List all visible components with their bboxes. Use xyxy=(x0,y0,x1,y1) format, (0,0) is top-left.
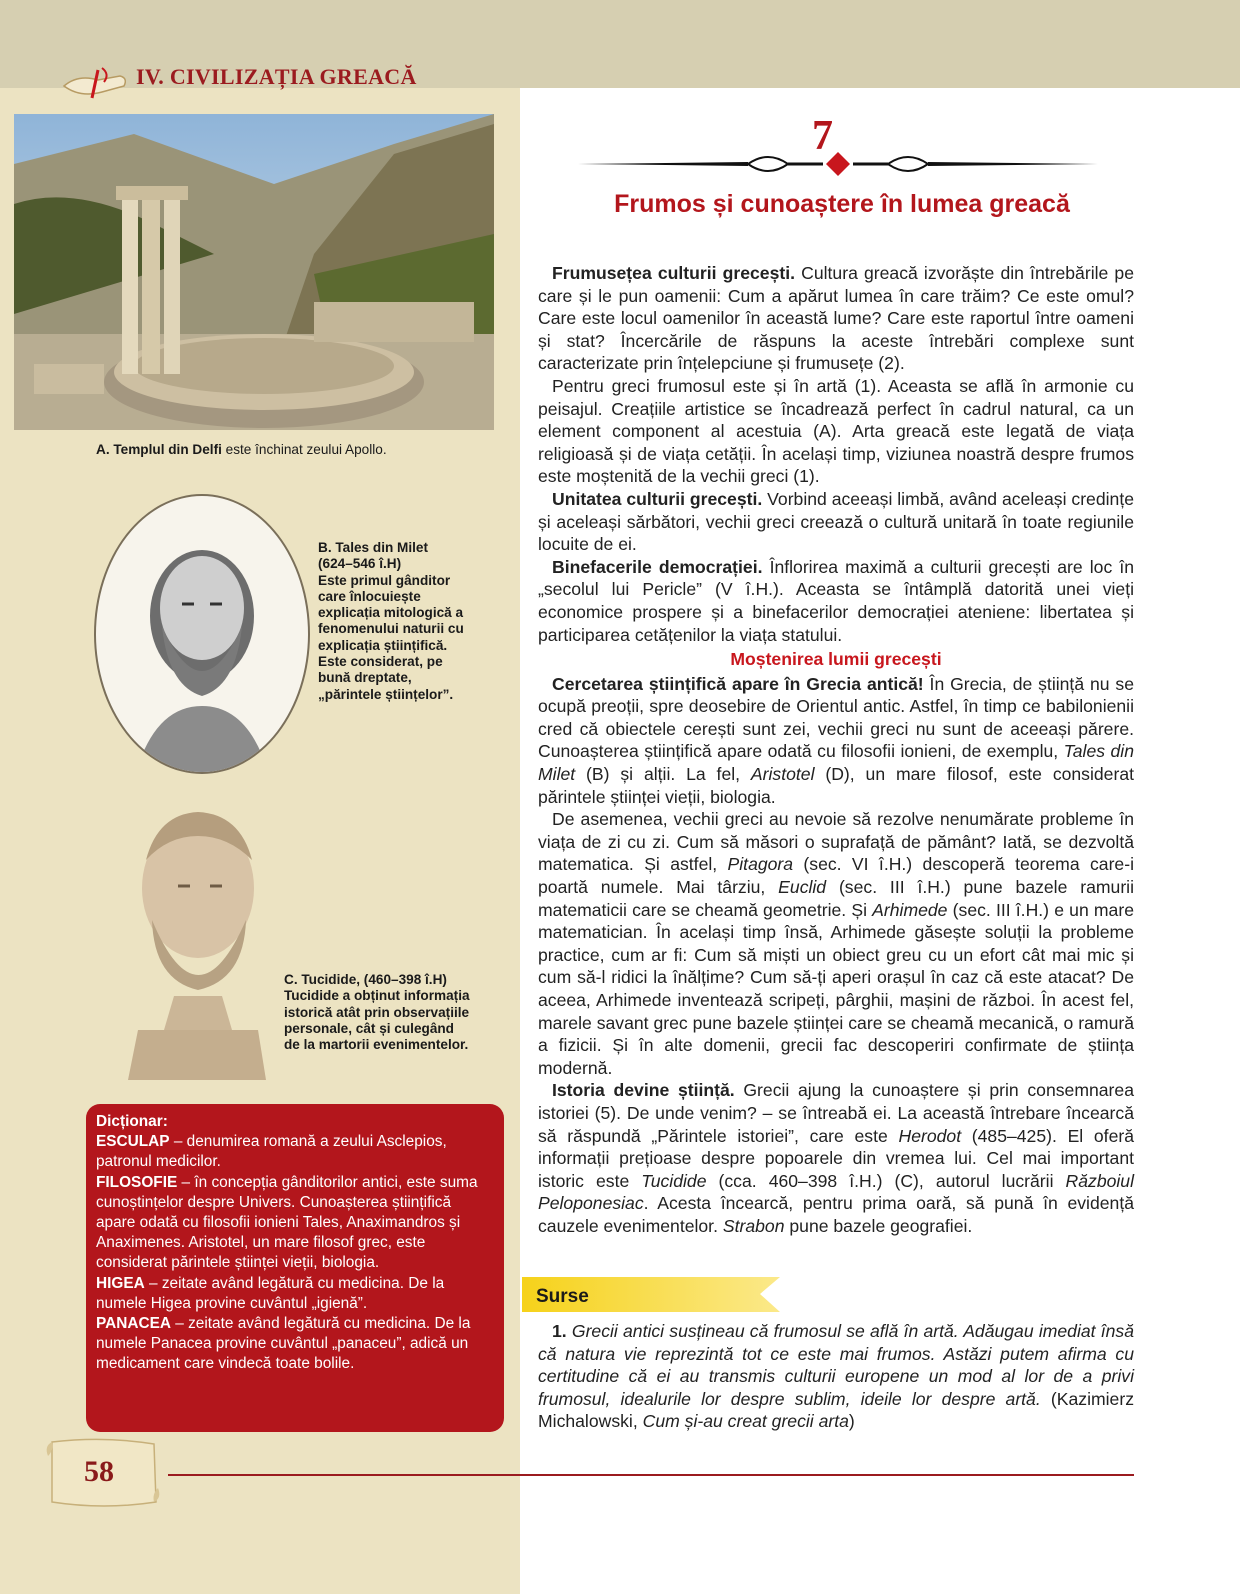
tucidide-bust-image xyxy=(118,800,274,1080)
source-citation: (Kazimierz Michalowski, xyxy=(538,1388,1134,1432)
footer-divider xyxy=(168,1474,1134,1476)
dictionary-definition: – în concepția gânditorilor antici, este suma cunoștințelor despre Univers. Cunoașterea științifică apare odată cu filosofii ionieni Tales, Anaximandros și Anaximenes. Aristotel, un mare filosof grec, este considerat părintele științei vieții, biologia. xyxy=(96,1173,478,1272)
italic-name: Herodot xyxy=(898,1125,962,1146)
chapter-number: 7 xyxy=(812,113,833,159)
paragraph-text: Vorbind aceeași limbă, având aceleași credințe și aceleași sărbători, vechii greci creează o cultură unitară în toate regiunile locuite de ei. xyxy=(538,488,1134,555)
paragraph-text: De asemenea, vechii greci au nevoie să rezolve nenumărate probleme în viața de zi cu zi. Cum să măsori o suprafață de pământ? Iată, se dezvoltă matematica. Și astfel, xyxy=(538,809,1134,875)
sources-quote xyxy=(538,1320,1134,1433)
italic-name: Războiul Peloponesiac xyxy=(538,1170,1134,1214)
thales-portrait xyxy=(94,494,310,774)
caption-c-line: personale, cât și culegând xyxy=(284,1020,454,1036)
dictionary-entry xyxy=(96,1314,494,1375)
section-subheading: Moștenirea lumii grecești xyxy=(730,649,942,670)
caption-b-line: explicația mitologică a xyxy=(318,605,464,621)
paragraph-text: (cca. 460–398 î.H.) (C), autorul lucrării xyxy=(706,1170,1066,1191)
caption-b-line: care înlocuiește xyxy=(318,588,421,604)
paragraph-lead: Cercetarea științifică apare în Grecia antică! xyxy=(552,673,924,694)
paragraph-lead: Frumusețea culturii grecești. xyxy=(552,263,796,283)
paragraph-text: (D), un mare filosof, este considerat părintele științei vieții, biologia. xyxy=(538,764,1134,807)
caption-a-text: este închinat zeului Apollo. xyxy=(221,442,387,457)
caption-b-line: fenomenului naturii cu xyxy=(318,621,464,637)
paragraph-text: Cultura greacă izvorăște din întrebările pe care și le pun oamenii: Cum a apărut lumea în care trăim? Ce este omul? Care este locul oamenilor în această lume? Care este raportul între oameni și stat? Încercările de răspuns la aceste întrebări complexe sunt caracterizate prin înțelepciune și frumusețe (2). xyxy=(538,263,1134,374)
thales-bust-image xyxy=(96,496,308,772)
dictionary-term: PANACEA xyxy=(96,1315,171,1333)
paragraph-text: (sec. III î.H.) e un mare matematician. În același timp însă, Arhimede găsește soluții la probleme practice, cum ar fi: Cum să miști un obiect greu cu un efort cât mai mic și cum să-l ridici la înălțime? Cum să-ți aperi orașul în caz că este atacat? De aceea, Arhimede inventează scripeți, pârghii, mașini de război. În acest fel, marele savant grec pune bazele științei care se cheamă mecanică, o ramură a fizicii. Și în alte domenii, grecii fac descoperiri confirmate de știința modernă. xyxy=(538,899,1134,1078)
paragraph xyxy=(538,262,1134,375)
caption-b xyxy=(318,540,508,703)
paragraph-lead: Unitatea culturii grecești. xyxy=(552,488,763,509)
italic-name: Tales din Milet xyxy=(538,741,1135,785)
italic-name: Aristotel xyxy=(750,764,815,785)
dictionary-definition: – denumirea romană a zeului Asclepios, patronul medicilor. xyxy=(96,1133,447,1171)
dictionary-term: HIGEA xyxy=(96,1274,145,1292)
caption-b-line: (624–546 î.H) xyxy=(318,556,402,572)
delphi-temple-photo xyxy=(14,114,494,430)
italic-name: Arhimede xyxy=(872,899,948,920)
caption-b-line: „părintele științelor”. xyxy=(318,686,454,702)
paragraph xyxy=(538,488,1134,556)
dictionary-definition: – zeitate având legătură cu medicina. De la numele Higea provine cuvântul „igienă”. xyxy=(96,1274,445,1312)
paragraph-text: (sec. VI î.H.) descoperă teorema care-i poartă numele. Mai târziu, xyxy=(538,854,1134,898)
paragraph-text: (sec. III î.H.) pune bazele ramurii matematicii care se cheamă geometrie. Și xyxy=(538,877,1134,920)
paragraph-text: Înflorirea maximă a culturii grecești are loc în „secolul lui Pericle” (V î.H.). Aceasta se întâmplă datorită unei vieți economice prospere și a binefacerilor democrației ateniene: libertatea și participarea cetățenilor la viața statului. xyxy=(538,556,1134,645)
paragraph xyxy=(538,808,1134,1079)
dictionary-definition: – zeitate având legătură cu medicina. De la numele Panacea provine cuvântul „panaceu”, adică un medicament care vindecă toate bolile. xyxy=(96,1315,471,1373)
italic-name: Tucidide xyxy=(641,1170,707,1191)
source-citation-end: ) xyxy=(848,1411,855,1432)
italic-name: Euclid xyxy=(778,877,827,898)
delphi-temple-image xyxy=(14,114,494,430)
paragraph-text: pune bazele geografiei. xyxy=(784,1215,973,1236)
caption-c-title: C. Tucidide, (460–398 î.H) xyxy=(284,972,447,987)
main-body-text xyxy=(538,262,1134,1238)
caption-c-line: istorică atât prin observațiile xyxy=(284,1004,470,1020)
paragraph-text: În Grecia, de știință nu se ocupă preoții, spre deosebire de Orientul antic. Astfel, în timp ce babilonienii cred că obiectele cerești sunt zei, vechii greci nu sunt de aceeași părere. Cunoașterea științifică apare odată cu filosofii ionieni, de exemplu, xyxy=(538,673,1135,762)
chapter-title: Frumos și cunoaștere în lumea greacă xyxy=(614,190,1070,218)
caption-a xyxy=(96,442,496,458)
sources-banner xyxy=(522,1277,780,1312)
paragraph xyxy=(538,673,1134,809)
caption-b-line: explicația științifică. xyxy=(318,637,448,653)
dictionary-entry xyxy=(96,1132,494,1172)
caption-b-line: Este primul gânditor xyxy=(318,572,451,588)
caption-c-line: Tucidide a obținut informația xyxy=(284,988,470,1004)
caption-c-line: de la martorii evenimentelor. xyxy=(284,1037,469,1053)
source-book-title: Cum și-au creat grecii arta xyxy=(642,1411,849,1432)
caption-b-line: B. Tales din Milet xyxy=(318,540,429,555)
italic-name: Pitagora xyxy=(727,854,794,875)
caption-b-line: bună dreptate, xyxy=(318,670,412,686)
paragraph-text: (B) și alții. La fel, xyxy=(575,764,751,785)
paragraph-text: . Acesta încearcă, pentru prima oară, să pună în evidență cauzele evenimentelor. xyxy=(538,1193,1134,1236)
ornament-divider-icon xyxy=(578,144,1098,184)
dictionary-term: ESCULAP xyxy=(96,1133,170,1151)
paragraph xyxy=(538,556,1134,646)
sources-label: Surse xyxy=(536,1286,589,1307)
dictionary-term: FILOSOFIE xyxy=(96,1173,178,1191)
paragraph-lead: Istoria devine știință. xyxy=(552,1080,735,1101)
paragraph: Pentru greci frumosul este și în artă (1). Aceasta se află în armonie cu peisajul. Creațiile artistice se încadrează perfect în cadrul natural, ca un element component al acestuia (A). Arta greacă este legată de viața religioasă și de viața cetății. În același timp, viziunea noastră despre frumos este moștenită de la vechii greci (1). xyxy=(538,375,1134,487)
italic-name: Strabon xyxy=(722,1215,785,1236)
page-number: 58 xyxy=(84,1455,114,1488)
caption-c xyxy=(284,972,500,1053)
dictionary-title: Dicționar: xyxy=(96,1113,168,1130)
paragraph-text: Grecii ajung la cunoaștere și prin consemnarea istoriei (5). De unde venim? – se întreabă ei. La această întrebare încearcă să răspundă „Părintele istoriei”, care este xyxy=(538,1080,1134,1146)
dictionary-entry xyxy=(96,1274,494,1314)
dictionary-entry xyxy=(96,1173,494,1274)
tucidide-bust-photo xyxy=(118,800,274,1080)
source-number: 1. xyxy=(552,1321,567,1341)
scroll-quill-icon xyxy=(58,64,134,104)
paragraph-text: (485–425). El oferă informații prețioase despre popoarele din vremea lui. Cel mai important istoric este xyxy=(538,1125,1135,1191)
paragraph-lead: Binefacerile democrației. xyxy=(552,556,763,577)
caption-a-bold: A. Templul din Delfi xyxy=(96,442,222,457)
caption-b-line: Este considerat, pe xyxy=(318,654,443,670)
dictionary-box xyxy=(86,1104,504,1432)
source-quote-text: Grecii antici susțineau că frumosul se află în artă. Adăugau imediat însă că natura vie reprezintă tot ce este mai frumos. Astăzi putem afirma cu certitudine că ei au transmis culturii europene un mod al lor de a privi frumosul, idealurile lor despre sublim, ideile lor despre artă. xyxy=(538,1321,1134,1409)
paragraph xyxy=(538,1079,1134,1237)
section-header-title: IV. CIVILIZAȚIA GREACĂ xyxy=(136,64,417,89)
